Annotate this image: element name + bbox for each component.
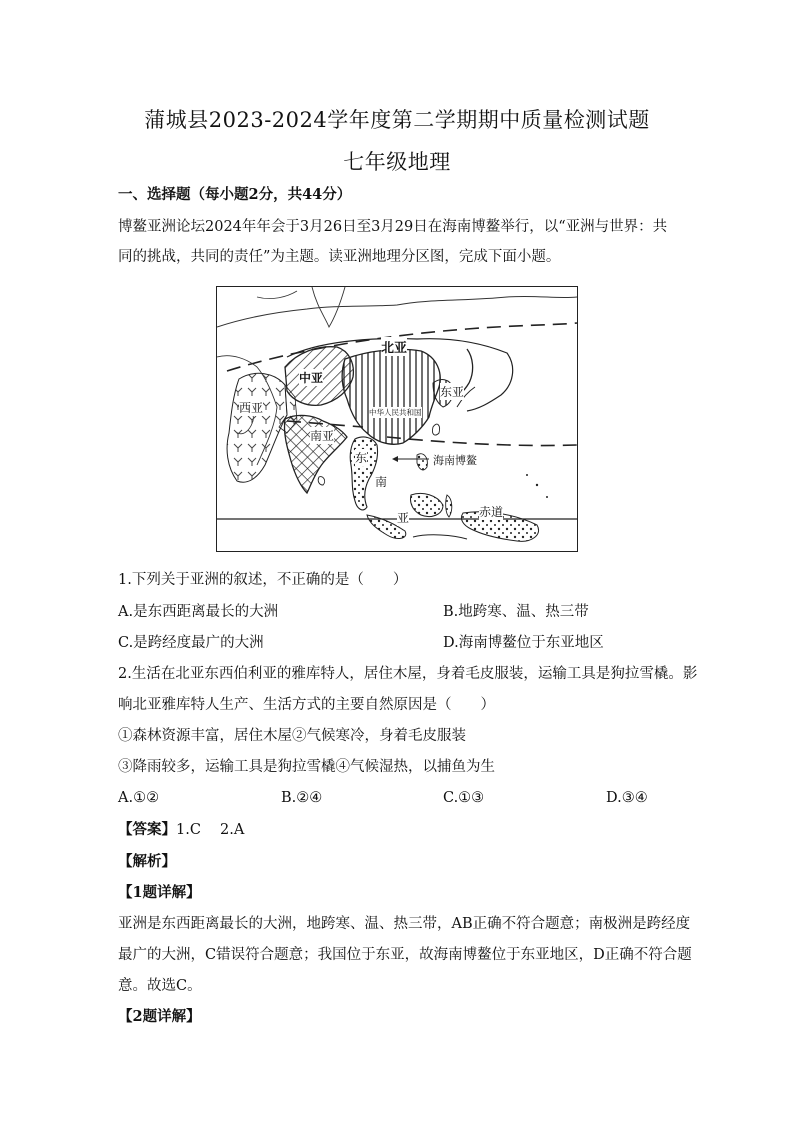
answer-line [118,820,678,840]
map-label-equator: 赤道 [479,505,504,519]
question-1-stem: 1.下列关于亚洲的叙述，不正确的是（ ） [118,572,408,588]
intro-text-line1: 博鳌亚洲论坛2024年年会于3月26日至3月29日在海南博鳌举行，以“亚洲与世界：共 [118,219,668,235]
map-label-southeast-ya: 亚 [397,511,410,525]
document-title: 蒲城县2023-2024学年度第二学期期中质量检测试题 [144,108,650,132]
question-1-option-c[interactable]: C.是跨经度最广的大洲 [118,635,264,651]
analysis-q1-line2: 最广的大洲，C错误符合题意；我国位于东亚，故海南博鳌位于东亚地区，D正确不符合题 [118,947,692,963]
section-heading: 一、选择题（每小题2分，共44分） [118,186,352,203]
map-label-southeast-dong: 东 [355,451,368,465]
analysis-q1-line3: 意。故选C。 [118,978,202,994]
intro-text-line2: 同的挑战，共同的责任”为主题。读亚洲地理分区图，完成下面小题。 [118,249,561,265]
asia-regions-map [216,286,578,552]
question-2-option-b[interactable]: B.②④ [281,790,323,806]
map-label-central-asia: 中亚 [299,371,324,385]
document-subtitle: 七年级地理 [343,150,451,174]
map-label-east-asia: 东亚 [440,385,465,399]
question-1-option-a[interactable]: A.是东西距离最长的大洲 [118,604,279,620]
map-label-south-asia: 南亚 [310,429,335,443]
question-2-items-line1: ①森林资源丰富，居住木屋②气候寒冷，身着毛皮服装 [118,728,466,744]
question-2-option-c[interactable]: C.①③ [443,790,485,806]
question-2-option-d[interactable]: D.③④ [606,790,648,806]
answer-label: 【答案】 [118,821,176,838]
question-2-items-line2: ③降雨较多，运输工具是狗拉雪橇④气候湿热，以捕鱼为生 [118,759,495,775]
map-label-hainan-boao: 海南博鳌 [433,454,477,467]
map-label-southeast-nan: 南 [375,475,388,489]
question-2-stem-line2: 响北亚雅库特人生产、生活方式的主要自然原因是（ ） [118,697,495,713]
question-1-option-b[interactable]: B.地跨寒、温、热三带 [443,604,589,620]
analysis-q1-heading: 【1题详解】 [118,884,201,901]
analysis-q1-line1: 亚洲是东西距离最长的大洲，地跨寒、温、热三带，AB正确不符合题意；南极洲是跨经度 [118,916,691,932]
answer-text: 1.C 2.A [176,822,245,838]
analysis-heading: 【解析】 [118,853,176,870]
map-label-china: 中华人民共和国 [369,408,422,417]
map-label-west-asia: 西亚 [239,401,264,415]
question-2-stem-line1: 2.生活在北亚东西伯利亚的雅库特人，居住木屋，身着毛皮服装，运输工具是狗拉雪橇。影 [118,666,698,682]
analysis-q2-heading: 【2题详解】 [118,1008,201,1025]
question-2-option-a[interactable]: A.①② [118,790,160,806]
map-label-north-asia: 北亚 [381,337,407,356]
question-1-option-d[interactable]: D.海南博鳌位于东亚地区 [443,635,604,651]
